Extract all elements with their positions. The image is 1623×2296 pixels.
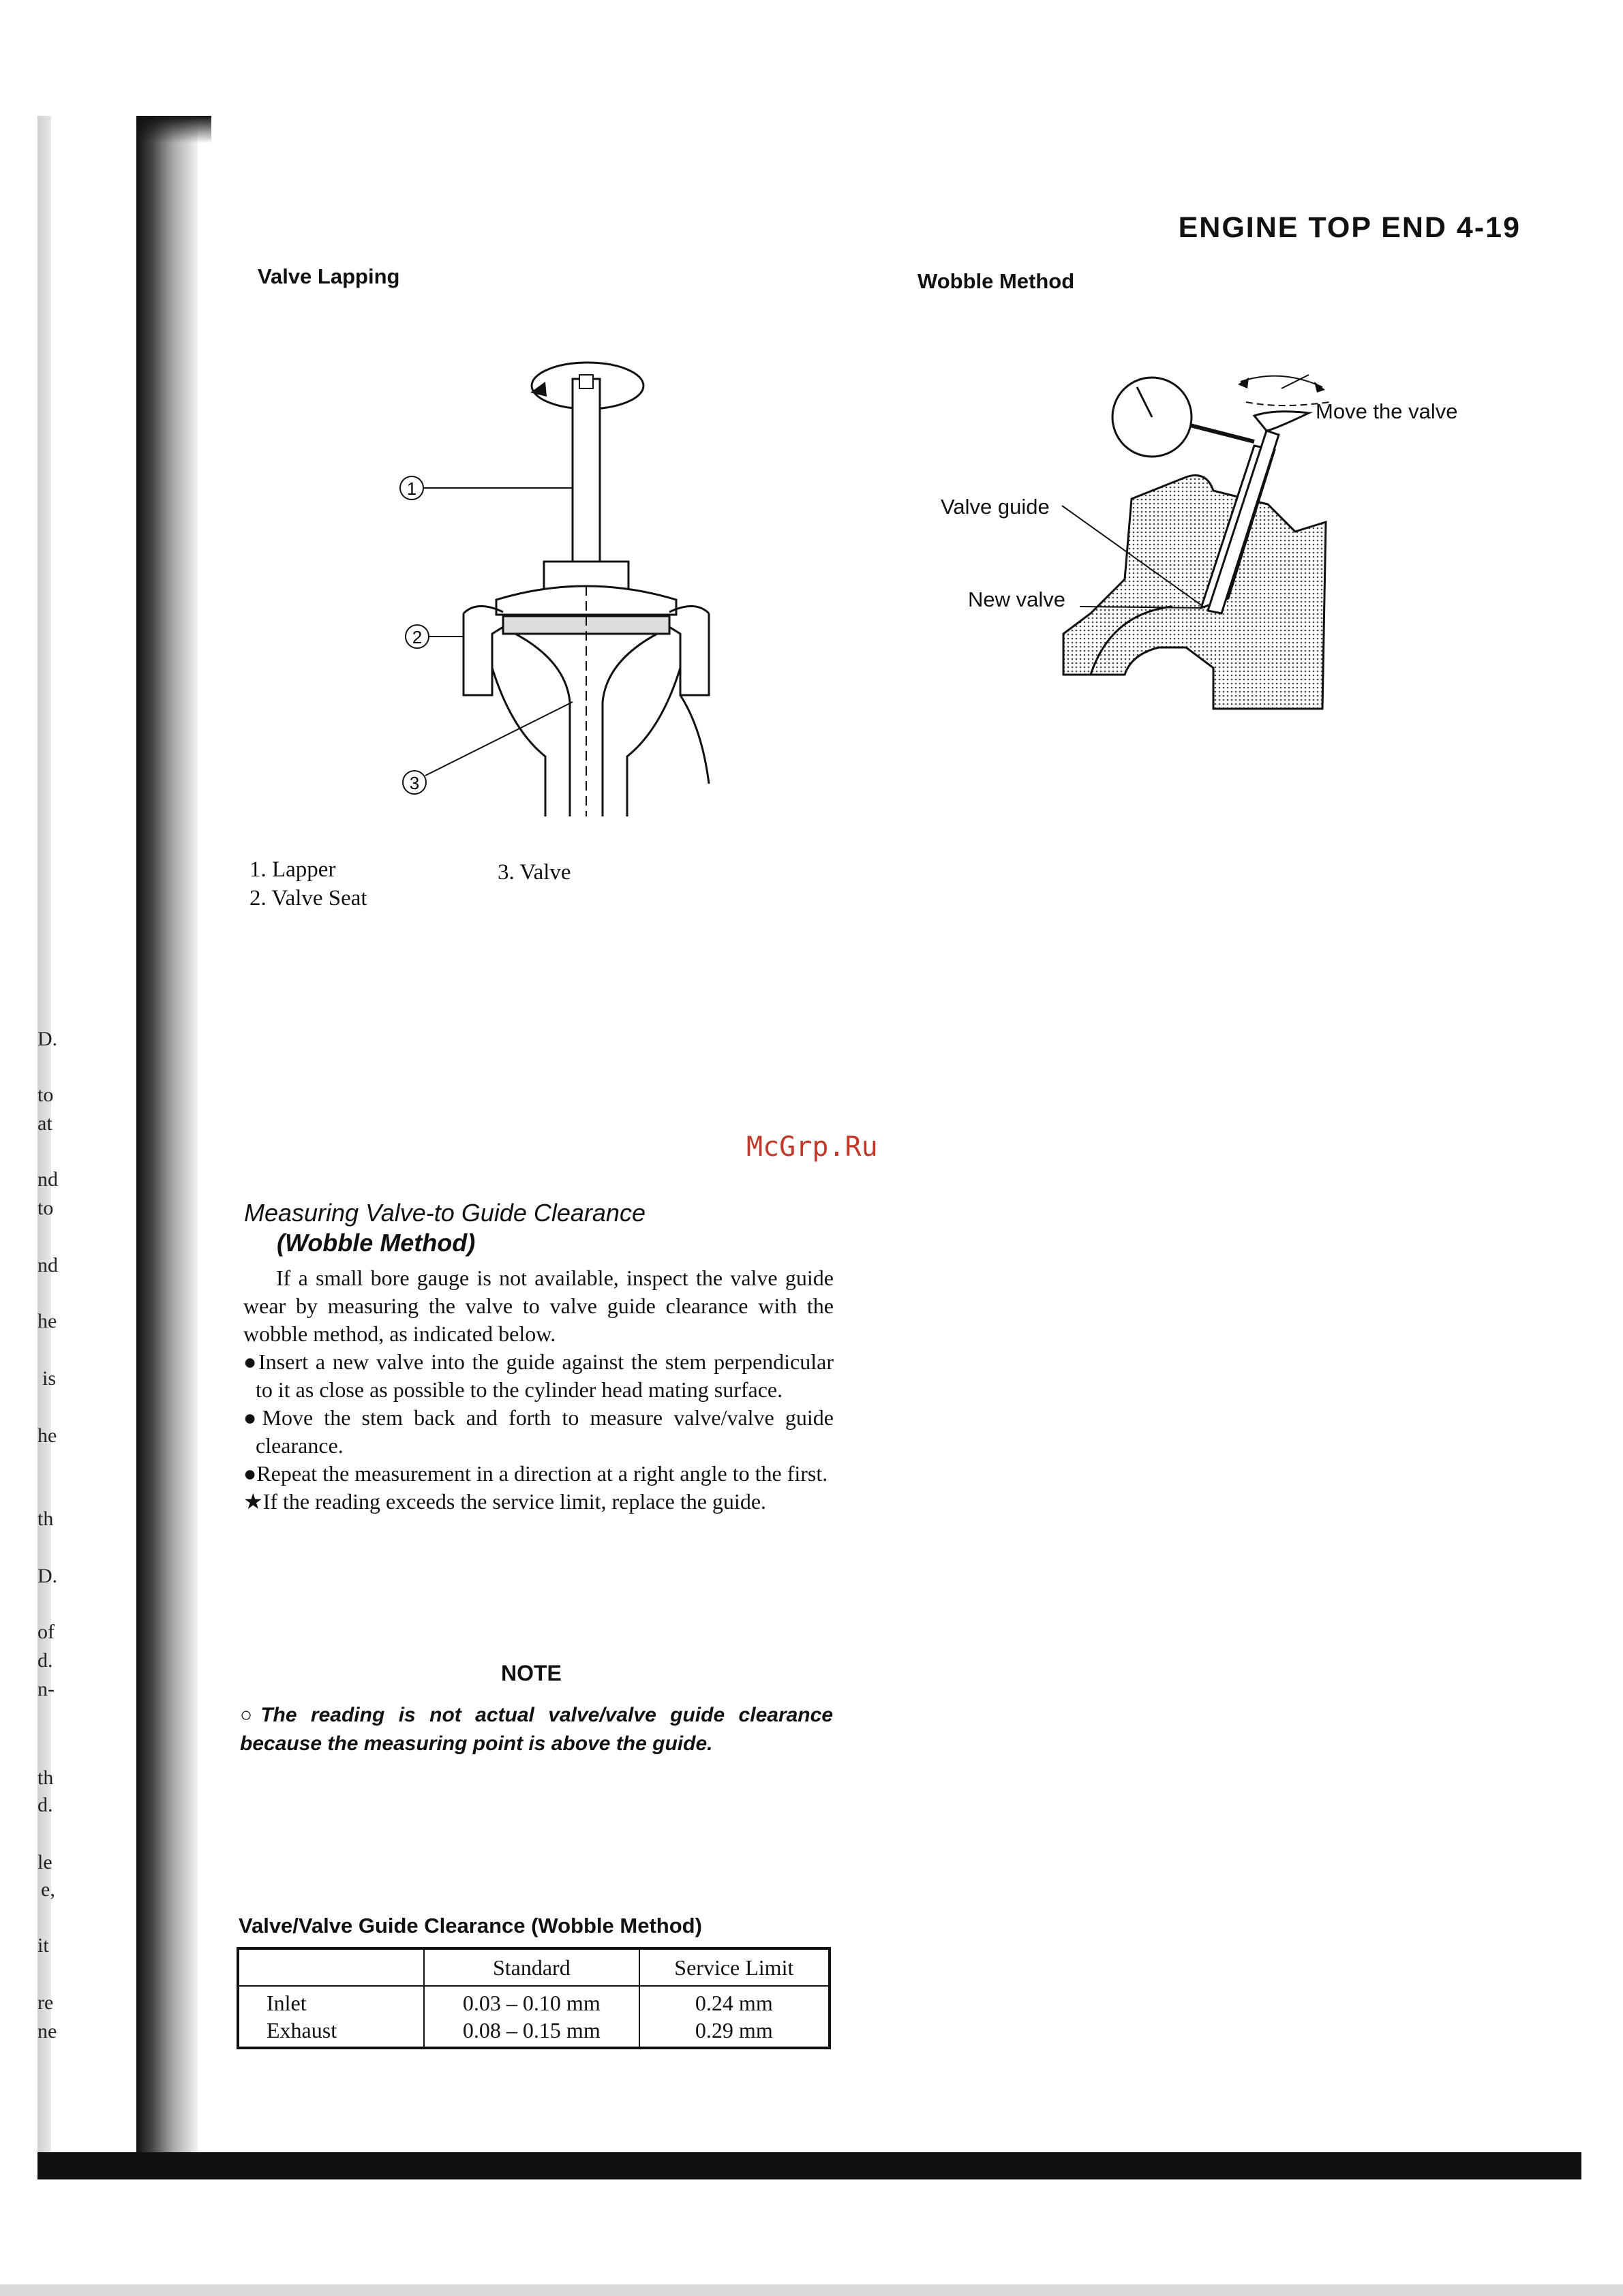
label-valve-guide: Valve guide bbox=[941, 495, 1050, 519]
exhaust-standard: 0.08 – 0.15 mm bbox=[462, 2018, 601, 2042]
exhaust-service-limit: 0.29 mm bbox=[695, 2018, 773, 2042]
margin-fragment: D. bbox=[37, 1565, 58, 1587]
procedure-step: ●Repeat the measurement in a direction at a right angle to the first. bbox=[243, 1461, 828, 1486]
margin-fragment: he bbox=[37, 1310, 57, 1332]
figure-title-valve-lapping: Valve Lapping bbox=[258, 264, 400, 288]
table-header-standard: Standard bbox=[424, 1948, 639, 1986]
margin-fragment: d. bbox=[37, 1649, 53, 1672]
margin-fragment: it bbox=[37, 1934, 49, 1957]
callout-3: 3 bbox=[409, 773, 420, 793]
lapper-stick bbox=[573, 379, 600, 583]
intro-paragraph: If a small bore gauge is not available, inspect the valve guide wear by measuring the valve to valve guide clearance with the wobble method, as indicated below. bbox=[243, 1266, 834, 1346]
legend-valve-seat: 2. Valve Seat bbox=[249, 886, 367, 910]
valve-lapping-diagram bbox=[382, 348, 736, 825]
note-title: NOTE bbox=[501, 1661, 562, 1685]
note-text: ○The reading is not actual valve/valve guide clearance because the measuring point is above the guide. bbox=[240, 1704, 833, 1755]
gutter-top-shadow bbox=[136, 116, 211, 143]
wobble-method-diagram bbox=[1050, 354, 1350, 722]
bottom-edge bbox=[0, 2284, 1623, 2296]
margin-fragment: is bbox=[42, 1367, 57, 1390]
inlet-standard: 0.03 – 0.10 mm bbox=[462, 1991, 601, 2015]
table-cell-service-limit bbox=[639, 1986, 830, 2048]
margin-fragment: th bbox=[37, 1507, 54, 1530]
row-inlet-label: Inlet bbox=[267, 1991, 307, 2015]
section-title bbox=[244, 1198, 646, 1258]
margin-fragment: to bbox=[37, 1197, 54, 1219]
table-header-service-limit: Service Limit bbox=[639, 1948, 830, 1986]
label-new-valve: New valve bbox=[968, 587, 1065, 611]
procedure-text bbox=[243, 1264, 834, 1516]
inlet-service-limit: 0.24 mm bbox=[695, 1991, 773, 2015]
margin-fragment: of bbox=[37, 1621, 55, 1643]
table-row bbox=[238, 1986, 830, 2048]
watermark: McGrp.Ru bbox=[746, 1131, 878, 1163]
table-cell-standard bbox=[424, 1986, 639, 2048]
procedure-step: ●Move the stem back and forth to measure valve/valve guide clearance. bbox=[243, 1405, 834, 1458]
margin-fragment: th bbox=[37, 1766, 54, 1789]
procedure-step: ★If the reading exceeds the service limit, replace the guide. bbox=[243, 1489, 767, 1514]
margin-fragment: ne bbox=[37, 2020, 57, 2042]
table-cell-label bbox=[238, 1986, 424, 2048]
figure-title-wobble-method: Wobble Method bbox=[917, 269, 1075, 293]
legend-lapper: 1. Lapper bbox=[249, 857, 336, 882]
margin-fragment: he bbox=[37, 1424, 57, 1447]
row-exhaust-label: Exhaust bbox=[267, 2018, 337, 2042]
table-header-row bbox=[238, 1948, 830, 1986]
procedure-step: ●Insert a new valve into the guide against the stem perpendicular to it as close as possible to the cylinder head mating surface. bbox=[243, 1349, 834, 1402]
margin-fragment: at bbox=[37, 1112, 52, 1135]
section-title-line1: Measuring Valve-to Guide Clearance bbox=[244, 1199, 646, 1227]
label-move-the-valve: Move the valve bbox=[1316, 399, 1458, 423]
cylinder-head bbox=[1063, 476, 1326, 709]
legend-valve: 3. Valve bbox=[498, 860, 571, 885]
margin-fragment: d. bbox=[37, 1794, 53, 1816]
margin-fragment: D. bbox=[37, 1028, 58, 1050]
margin-fragment: nd bbox=[37, 1168, 58, 1191]
table-header-cell bbox=[238, 1948, 424, 1986]
page-header: ENGINE TOP END 4-19 bbox=[1178, 211, 1521, 244]
clearance-table bbox=[237, 1947, 831, 2049]
bottom-scan-bar bbox=[37, 2152, 1581, 2179]
gutter-shadow bbox=[136, 116, 198, 2167]
margin-fragment: to bbox=[37, 1084, 54, 1106]
margin-fragment: e, bbox=[41, 1878, 55, 1901]
margin-fragment: le bbox=[37, 1851, 52, 1873]
margin-fragment: n- bbox=[37, 1678, 55, 1700]
callout-2: 2 bbox=[412, 627, 423, 647]
callout-1: 1 bbox=[406, 478, 417, 499]
table-title: Valve/Valve Guide Clearance (Wobble Method) bbox=[239, 1914, 702, 1938]
valve bbox=[515, 634, 570, 816]
section-title-line2: (Wobble Method) bbox=[277, 1229, 476, 1257]
margin-fragment: nd bbox=[37, 1254, 58, 1276]
margin-fragment: re bbox=[37, 1991, 54, 2014]
